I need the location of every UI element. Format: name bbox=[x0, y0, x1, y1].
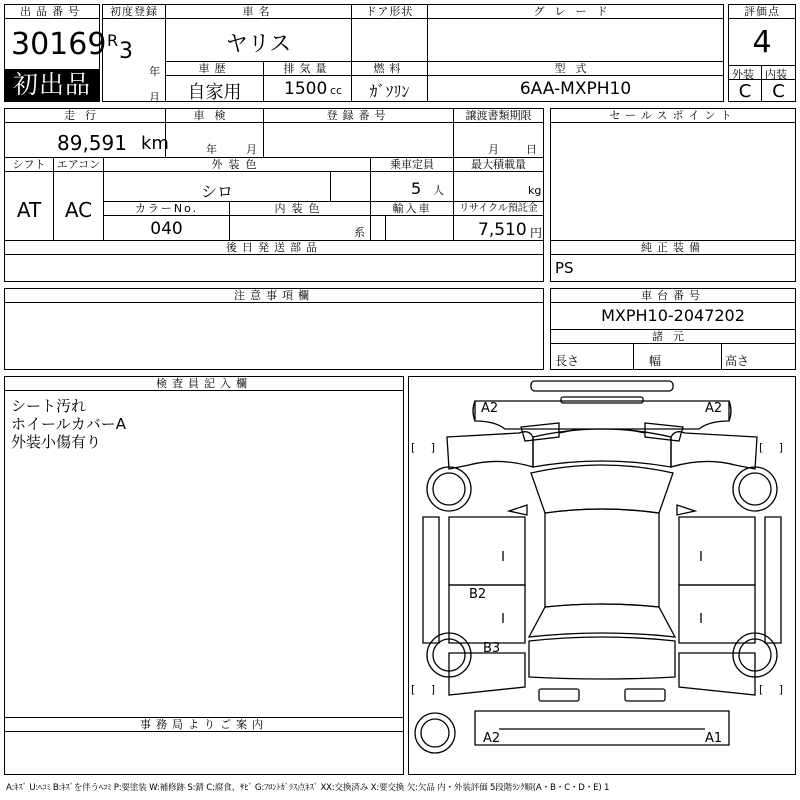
month-unit: 月 bbox=[149, 91, 160, 104]
parts-box bbox=[4, 240, 544, 282]
first-listing-badge: 初出品 bbox=[5, 69, 99, 101]
ext-color-divider bbox=[330, 172, 331, 202]
transfer-box bbox=[453, 108, 544, 158]
score-box bbox=[728, 4, 796, 102]
ac-box bbox=[53, 157, 104, 241]
displacement-value: 1500 bbox=[284, 79, 328, 99]
reg-no-box bbox=[263, 108, 454, 158]
import-label: 輸入車 bbox=[371, 202, 453, 216]
lot-label: 出品番号 bbox=[5, 5, 99, 19]
ac-label: エアコン bbox=[54, 158, 103, 172]
notes-label: 注意事項欄 bbox=[5, 289, 543, 303]
import-box bbox=[370, 201, 454, 241]
int-color-unit: 系 bbox=[354, 226, 365, 239]
type-box bbox=[427, 61, 724, 102]
history-value: 自家用 bbox=[187, 82, 242, 103]
interior-label: 内装 bbox=[765, 68, 787, 81]
model-name: ヤリス bbox=[225, 32, 292, 57]
score-label: 評価点 bbox=[729, 5, 795, 19]
inspector-line: 外装小傷有り bbox=[11, 433, 102, 451]
dims-div-1 bbox=[633, 344, 634, 369]
max-load-unit: kg bbox=[528, 184, 542, 197]
width-label: 幅 bbox=[649, 354, 662, 368]
bracket-right-bottom: [ ] bbox=[759, 683, 790, 696]
model-name-label: 車名 bbox=[166, 5, 351, 19]
damage-mark-front-right: A2 bbox=[705, 401, 723, 416]
interior-grade: C bbox=[772, 81, 785, 102]
sales-box bbox=[550, 108, 796, 241]
capacity-unit: 人 bbox=[433, 184, 444, 197]
notes-box bbox=[4, 288, 544, 370]
bracket-left-top: [ ] bbox=[411, 441, 442, 454]
bracket-left-bottom: [ ] bbox=[411, 683, 442, 696]
int-color-label: 内装色 bbox=[230, 202, 370, 216]
capacity-label: 乗車定員 bbox=[371, 158, 453, 172]
capacity-value: 5 bbox=[411, 179, 422, 198]
chassis-value: MXPH10-2047202 bbox=[601, 306, 745, 325]
inspector-label: 検査員記入欄 bbox=[5, 377, 403, 391]
type-label: 型式 bbox=[428, 62, 723, 76]
door-box bbox=[351, 4, 428, 62]
insp-year-unit: 年 bbox=[206, 143, 217, 156]
displacement-unit: cc bbox=[330, 84, 343, 97]
fuel-label: 燃料 bbox=[352, 62, 427, 76]
car-diagram bbox=[409, 377, 795, 774]
shift-value: AT bbox=[16, 198, 42, 222]
transfer-month-unit: 月 bbox=[488, 143, 499, 156]
length-label: 長さ bbox=[555, 354, 580, 368]
equip-value: PS bbox=[555, 259, 574, 277]
lot-box bbox=[4, 4, 107, 102]
office-label: 事務局よりご案内 bbox=[5, 718, 403, 732]
import-divider bbox=[385, 216, 386, 240]
mileage-value: 89,591 bbox=[57, 131, 127, 155]
ext-color-label: 外装色 bbox=[104, 158, 370, 172]
dims-div-2 bbox=[721, 344, 722, 369]
damage-mark-rear-left: A2 bbox=[483, 731, 501, 746]
era-letter: R bbox=[107, 31, 119, 50]
exterior-grade: C bbox=[738, 81, 752, 102]
reg-no-label: 登録番号 bbox=[264, 109, 453, 123]
history-box bbox=[165, 61, 264, 102]
recycle-box bbox=[453, 201, 544, 241]
color-no-label: カラーNo. bbox=[104, 202, 229, 216]
damage-mark-rear-door: B2 bbox=[469, 587, 487, 602]
history-label: 車歴 bbox=[166, 62, 263, 76]
insp-month-unit: 月 bbox=[246, 143, 257, 156]
sales-label: セールスポイント bbox=[551, 109, 795, 123]
damage-mark-front-left: A2 bbox=[481, 401, 499, 416]
capacity-box bbox=[370, 157, 454, 202]
grade-label: グレード bbox=[428, 5, 723, 19]
transfer-day-unit: 日 bbox=[526, 143, 537, 156]
transfer-label: 譲渡書類期限 bbox=[454, 109, 543, 123]
lot-number: 30169 bbox=[11, 27, 107, 62]
inspection-label: 車検 bbox=[166, 109, 263, 123]
bracket-right-top: [ ] bbox=[759, 441, 790, 454]
fuel-value: ｶﾞｿﾘﾝ bbox=[369, 82, 410, 101]
inspector-line: ホイールカバーA bbox=[11, 415, 126, 433]
damage-mark-rear-right: A1 bbox=[705, 731, 723, 746]
shift-label: シフト bbox=[5, 158, 53, 172]
color-no-box bbox=[103, 201, 230, 241]
score-value: 4 bbox=[752, 25, 772, 60]
recycle-value: 7,510 bbox=[478, 220, 527, 240]
name-box bbox=[165, 4, 352, 62]
damage-mark-rear-wheel: B3 bbox=[483, 641, 501, 656]
displacement-label: 排気量 bbox=[264, 62, 351, 76]
recycle-unit: 円 bbox=[530, 226, 543, 240]
legend: A:ｷｽﾞ U:ﾍｺﾐ B:ｷｽﾞを伴うﾍｺﾐ P:要塗装 W:補修跡 S:錆 C:腐食、ｻﾋﾞ G:ﾌﾛﾝﾄｶﾞﾗｽ点ｷｽﾞ XX:交換済み X:要交換 欠:欠品 内・外装評価 5段階ﾗﾝｸ順(A・B・C・D・E) 1 bbox=[6, 783, 610, 793]
recycle-label: リサイクル預託金 bbox=[454, 202, 543, 216]
inspection-box bbox=[165, 108, 264, 158]
inspector-line: シート汚れ bbox=[11, 397, 87, 415]
dims-label: 諸元 bbox=[551, 330, 795, 344]
shift-box bbox=[4, 157, 54, 241]
type-value: 6AA-MXPH10 bbox=[519, 79, 632, 99]
max-load-label: 最大積載量 bbox=[454, 158, 543, 172]
first-reg-box bbox=[102, 4, 166, 102]
max-load-box bbox=[453, 157, 544, 202]
mileage-unit: km bbox=[141, 133, 169, 154]
int-color-box bbox=[229, 201, 371, 241]
exterior-label: 外装 bbox=[732, 68, 754, 81]
height-label: 高さ bbox=[725, 354, 750, 368]
grade-box bbox=[427, 4, 724, 62]
door-label: ドア形状 bbox=[352, 5, 427, 19]
mileage-label: 走行 bbox=[5, 109, 165, 123]
chassis-label: 車台番号 bbox=[551, 289, 795, 303]
reg-year: 3 bbox=[119, 39, 133, 64]
parts-label: 後日発送部品 bbox=[5, 241, 543, 255]
fuel-box bbox=[351, 61, 428, 102]
chassis-box bbox=[550, 288, 796, 370]
first-reg-label: 初度登録 bbox=[103, 5, 165, 19]
ext-color-value: シロ bbox=[200, 182, 233, 201]
car-diagram-box bbox=[408, 376, 796, 775]
mileage-box bbox=[4, 108, 169, 158]
inspector-box bbox=[4, 376, 404, 718]
ext-color-box bbox=[103, 157, 371, 202]
displacement-box bbox=[263, 61, 352, 102]
color-no-value: 040 bbox=[150, 219, 183, 239]
equip-label: 純正装備 bbox=[551, 241, 795, 255]
equip-box bbox=[550, 240, 796, 282]
ac-value: AC bbox=[64, 198, 93, 222]
score-sub-divider bbox=[729, 79, 795, 80]
year-unit: 年 bbox=[149, 65, 160, 78]
office-box bbox=[4, 717, 404, 775]
